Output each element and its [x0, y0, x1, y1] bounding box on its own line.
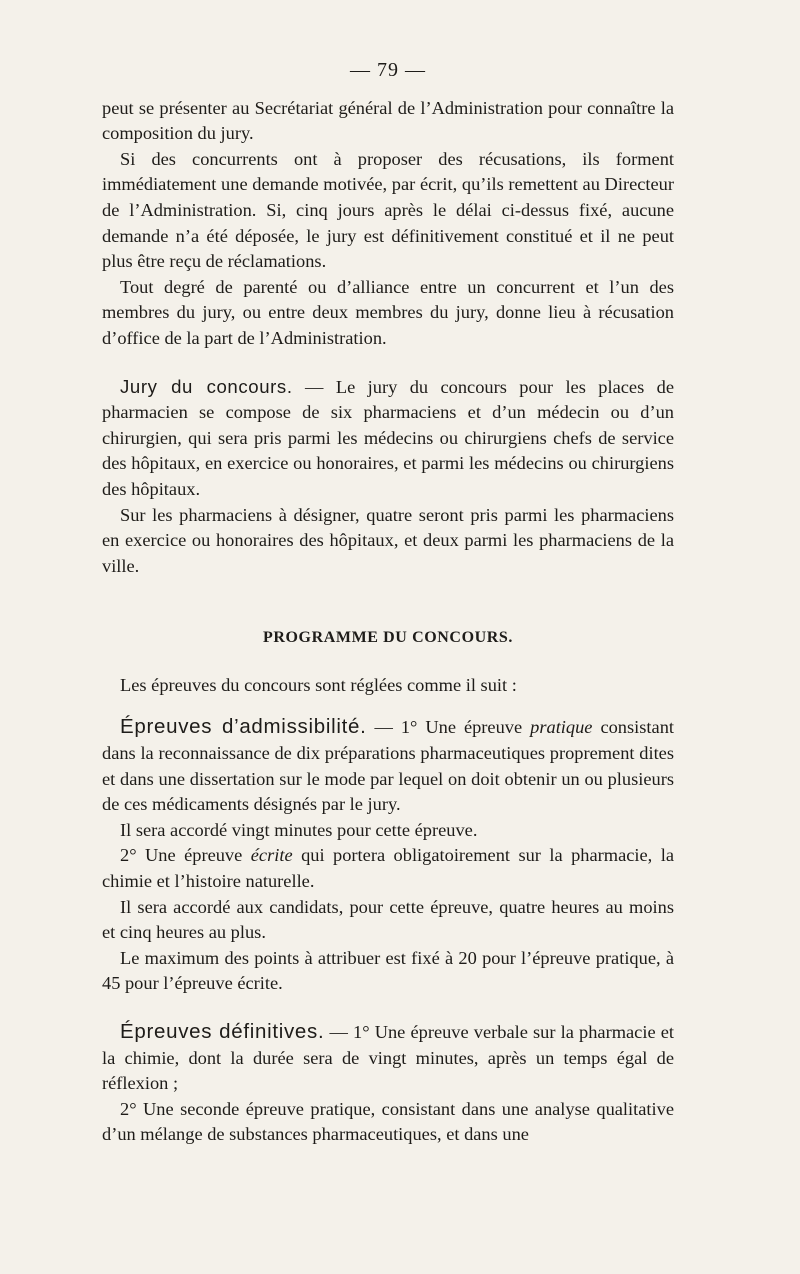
admissibilite-text-after: consistant dans la reconnaissance de dix préparations pharmaceutiques proprement dites et dans une dissertation sur le mode par lequel on doit obtenir un ou plusieurs de ces médicaments désignés par le jury. — [102, 717, 674, 815]
paragraph-admissibilite — [102, 714, 674, 817]
page-number: — 79 — — [350, 59, 426, 81]
ecrite-after: qui portera obligatoirement sur la pharmacie, la chimie et l’histoire naturelle. — [102, 845, 674, 892]
paragraph-jury-du-concours — [102, 374, 674, 503]
jury-text: — Le jury du concours pour les places de pharmacien se compose de six pharmaciens et d’un médecin ou d’un chirurgien, qui sera pris parmi les médecins ou chirurgiens chefs de service des hôpitaux, en exercice ou honoraires, et parmi les médecins ou chirurgiens des hôpitaux. — [102, 376, 675, 499]
paragraph-seconde-epreuve: 2° Une seconde épreuve pratique, consistant dans une analyse qualitative d’un mélange de substances pharmaceutiques, et dans une — [102, 1098, 674, 1145]
definitives-text: — 1° Une épreuve verbale sur la pharmacie et la chimie, dont la durée sera de vingt minutes, après un temps égal de réflexion ; — [102, 1022, 674, 1094]
paragraph-vingt-minutes: Il sera accordé vingt minutes pour cette épreuve. — [120, 819, 478, 840]
section-heading-programme: PROGRAMME DU CONCOURS. — [262, 629, 514, 647]
paragraph-jury-composition: peut se présenter au Secrétariat général de l’Administration pour connaître la composition du jury. — [102, 97, 674, 144]
admissibilite-text-before: — 1° Une épreuve — [366, 717, 531, 738]
paragraph-quatre-heures: Il sera accordé aux candidats, pour cette épreuve, quatre heures au moins et cinq heures au plus. — [102, 896, 674, 943]
paragraph-maximum-points: Le maximum des points à attribuer est fixé à 20 pour l’épreuve pratique, à 45 pour l’épreuve écrite. — [102, 947, 674, 994]
admissibilite-italic: pratique — [530, 717, 593, 738]
paragraph-parente: Tout degré de parenté ou d’alliance entre un concurrent et l’un des membres du jury, ou entre deux membres du jury, donne lieu à récusation d’office de la part de l’Administration. — [102, 276, 674, 348]
document-page — [102, 58, 674, 1148]
ecrite-before: 2° Une épreuve — [120, 845, 251, 866]
runin-heading-jury: Jury du concours. — [120, 375, 293, 397]
paragraph-intro: Les épreuves du concours sont réglées comme il suit : — [120, 674, 517, 695]
paragraph-pharmaciens-designer: Sur les pharmaciens à désigner, quatre seront pris parmi les pharmaciens en exercice ou honoraires des hôpitaux, et deux parmi les pharmaciens de la ville. — [102, 504, 674, 576]
runin-heading-definitives: Épreuves définitives. — [120, 1020, 325, 1043]
paragraph-definitives — [102, 1019, 674, 1097]
runin-heading-admissibilite: Épreuves d’admissibilité. — [120, 715, 367, 739]
ecrite-italic: écrite — [250, 845, 293, 866]
paragraph-recusations: Si des concurrents ont à proposer des récusations, ils forment immédiatement une demande motivée, par écrit, qu’ils remettent au Directeur de l’Administration. Si, cinq jours après le délai ci-dessus fixé, aucune demande n’a été déposée, le jury est définitivement constitué et il ne peut plus être reçu de réclamations. — [102, 148, 674, 272]
paragraph-epreuve-ecrite — [102, 843, 674, 894]
